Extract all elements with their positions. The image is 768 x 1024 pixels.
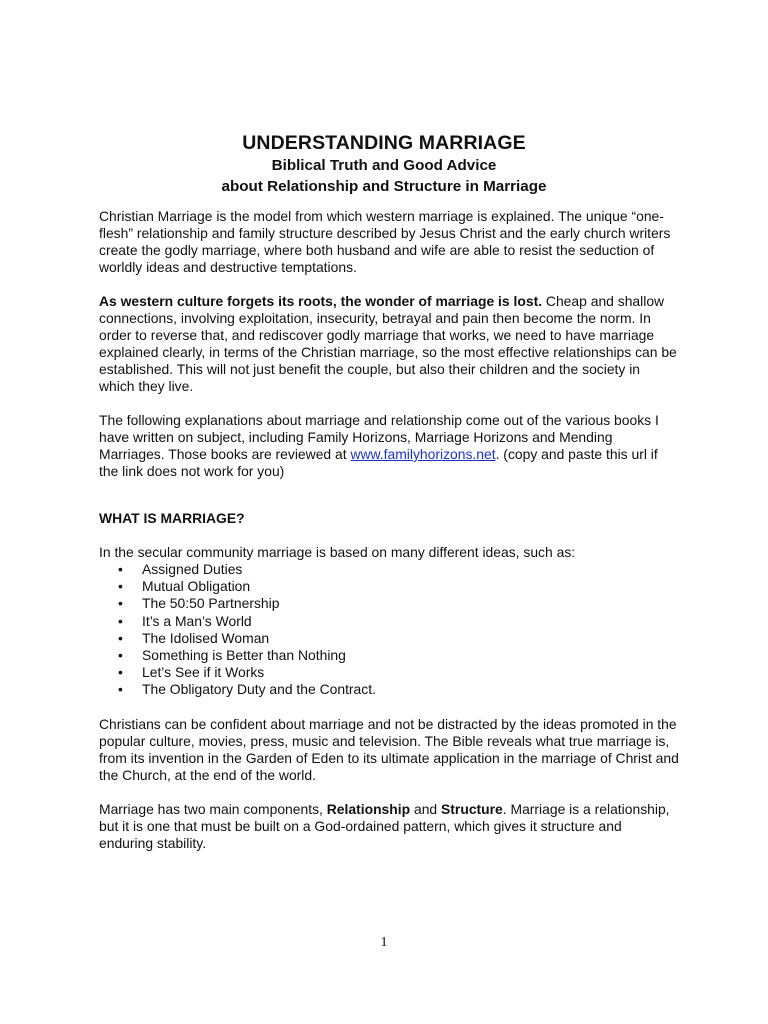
list-item-label: It’s a Man’s World xyxy=(142,612,252,629)
paragraph-christians-confident: Christians can be confident about marriage and not be distracted by the ideas promoted in the popular culture, movies, press, music and television. The Bible reveals what true marriage is, from its invention in the Garden of Eden to its ultimate application in the marriage of Christ and the Church, at the end of the world. xyxy=(99,715,679,783)
list-item-label: The Idolised Woman xyxy=(142,629,270,646)
list-item-label: The Obligatory Duty and the Contract. xyxy=(142,681,376,698)
page-number: 1 xyxy=(380,935,388,950)
document-header xyxy=(0,131,768,197)
paragraph-secular-ideas: In the secular community marriage is based on many different ideas, such as: xyxy=(99,544,576,560)
bullet-icon: • xyxy=(118,561,123,577)
secular-ideas-list xyxy=(99,561,679,699)
section-heading-what-is-marriage: WHAT IS MARRIAGE? xyxy=(99,510,245,526)
paragraph-two-components-text: Marriage has two main components, xyxy=(99,800,327,817)
list-item xyxy=(99,664,679,681)
list-item-label: The 50:50 Partnership xyxy=(142,595,280,612)
term-relationship: Relationship xyxy=(326,800,411,817)
paragraph-books-tail: . (copy and paste this url if the link does not work for you) xyxy=(99,446,658,479)
list-item xyxy=(99,561,679,578)
familyhorizons-link[interactable]: www.familyhorizons.net xyxy=(350,446,496,462)
list-item xyxy=(99,630,679,647)
list-item xyxy=(99,681,679,698)
paragraph-western-culture-lead: As western culture forgets its roots, the wonder of marriage is lost. xyxy=(99,293,543,309)
bullet-icon: • xyxy=(118,681,123,698)
bullet-icon: • xyxy=(118,612,123,629)
document-subtitle-line-2: about Relationship and Structure in Marriage xyxy=(221,178,547,195)
document-body xyxy=(99,208,679,852)
paragraph-books-text: The following explanations about marriage and relationship come out of the various books I have written on subject, including Family Horizons, Marriage Horizons and Mending Marriages. Those books are reviewed at xyxy=(99,412,659,462)
list-item xyxy=(99,613,679,630)
bullet-icon: • xyxy=(118,629,123,646)
paragraph-two-components-rest: . Marriage is a relationship, but it is one that must be built on a God-ordained pattern, which gives it structure and enduring stability. xyxy=(99,800,670,851)
bullet-icon: • xyxy=(118,647,123,664)
bullet-icon: • xyxy=(118,664,123,681)
bullet-icon: • xyxy=(118,595,123,612)
list-item-label: Mutual Obligation xyxy=(142,578,251,595)
list-item xyxy=(99,647,679,664)
paragraph-western-culture xyxy=(99,293,679,395)
bullet-icon: • xyxy=(118,578,123,595)
list-item xyxy=(99,595,679,612)
list-item xyxy=(99,578,679,595)
list-item-label: Let’s See if it Works xyxy=(142,664,265,681)
paragraph-western-culture-rest: Cheap and shallow connections, involving exploitation, insecurity, betrayal and pain then become the norm. In order to reverse that, and rediscover godly marriage that works, we need to have marriage explained clearly, in terms of the Christian marriage, so the most effective relationships can be established. This will not just benefit the couple, but also their children and the society in which they live. xyxy=(99,293,677,394)
document-title: UNDERSTANDING MARRIAGE xyxy=(242,132,526,154)
list-item-label: Assigned Duties xyxy=(142,561,243,577)
document-subtitle-line-1: Biblical Truth and Good Advice xyxy=(271,157,497,174)
paragraph-books xyxy=(99,412,679,480)
paragraph-two-components xyxy=(99,801,679,852)
paragraph-two-components-and: and xyxy=(410,800,442,817)
list-item-label: Something is Better than Nothing xyxy=(142,647,346,664)
paragraph-intro: Christian Marriage is the model from which western marriage is explained. The unique “one-flesh” relationship and family structure described by Jesus Christ and the early church writers create the godly marriage, where both husband and wife are able to resist the seduction of worldly ideas and destructive temptations. xyxy=(99,208,671,275)
term-structure: Structure xyxy=(441,800,503,817)
